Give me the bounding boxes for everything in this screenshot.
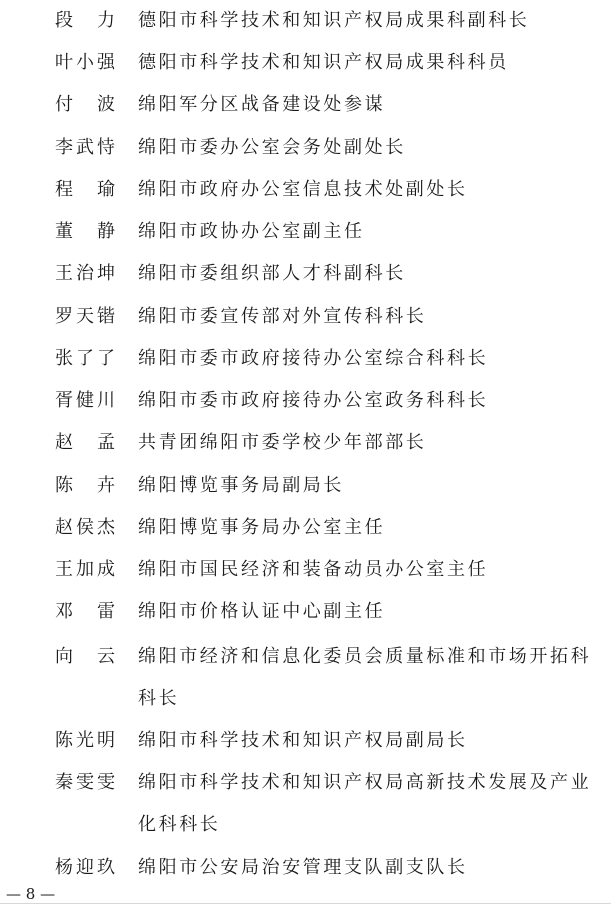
person-name: 王加成	[55, 559, 118, 580]
position-title: 绵阳市委组织部人才科副科长	[138, 263, 406, 284]
position-title: 绵阳市委宣传部对外宣传科科长	[138, 306, 427, 327]
person-name: 付 波	[55, 94, 118, 115]
position-title: 德阳市科学技术和知识产权局成果科科员	[138, 52, 509, 73]
position-title: 绵阳市政协办公室副主任	[138, 221, 365, 242]
position-title: 绵阳市经济和信息化委员会质量标准和市场开拓科	[138, 646, 592, 667]
person-name: 罗天锴	[55, 306, 118, 327]
person-name: 杨迎玖	[55, 857, 118, 878]
person-name: 陈 卉	[55, 475, 118, 496]
person-name: 赵 孟	[55, 432, 118, 453]
person-name: 赵侯杰	[55, 517, 118, 538]
position-title: 共青团绵阳市委学校少年部部长	[138, 432, 427, 453]
person-name: 董 静	[55, 221, 118, 242]
page-footer	[0, 884, 611, 905]
person-name: 陈光明	[55, 730, 118, 751]
position-title: 绵阳军分区战备建设处参谋	[138, 94, 386, 115]
position-title: 绵阳博览事务局办公室主任	[138, 517, 386, 538]
person-name: 胥健川	[55, 390, 118, 411]
position-title-continuation: 化科科长	[138, 814, 221, 835]
position-title: 绵阳市科学技术和知识产权局副局长	[138, 730, 468, 751]
person-name: 段 力	[55, 10, 118, 31]
person-name: 王治坤	[55, 263, 118, 284]
person-name: 秦雯雯	[55, 772, 118, 793]
position-title: 绵阳市委市政府接待办公室综合科科长	[138, 348, 489, 369]
person-name: 李武恃	[55, 137, 118, 158]
position-title-continuation: 科长	[138, 688, 180, 709]
position-title: 绵阳市政府办公室信息技术处副处长	[138, 179, 468, 200]
person-name: 程 瑜	[55, 179, 118, 200]
position-title: 绵阳市科学技术和知识产权局高新技术发展及产业	[138, 772, 592, 793]
position-title: 绵阳市国民经济和装备动员办公室主任	[138, 559, 489, 580]
footer-divider	[0, 903, 611, 904]
page-number: — 8 —	[6, 885, 56, 903]
position-title: 绵阳市公安局治安管理支队副支队长	[138, 857, 468, 878]
person-name: 叶小强	[55, 52, 118, 73]
person-name: 向 云	[55, 646, 118, 667]
position-title: 绵阳市委办公室会务处副处长	[138, 137, 406, 158]
position-title: 绵阳市委市政府接待办公室政务科科长	[138, 390, 489, 411]
person-name: 邓 雷	[55, 601, 118, 622]
position-title: 绵阳博览事务局副局长	[138, 475, 344, 496]
person-name: 张了了	[55, 348, 118, 369]
position-title: 绵阳市价格认证中心副主任	[138, 601, 386, 622]
position-title: 德阳市科学技术和知识产权局成果科副科长	[138, 10, 530, 31]
